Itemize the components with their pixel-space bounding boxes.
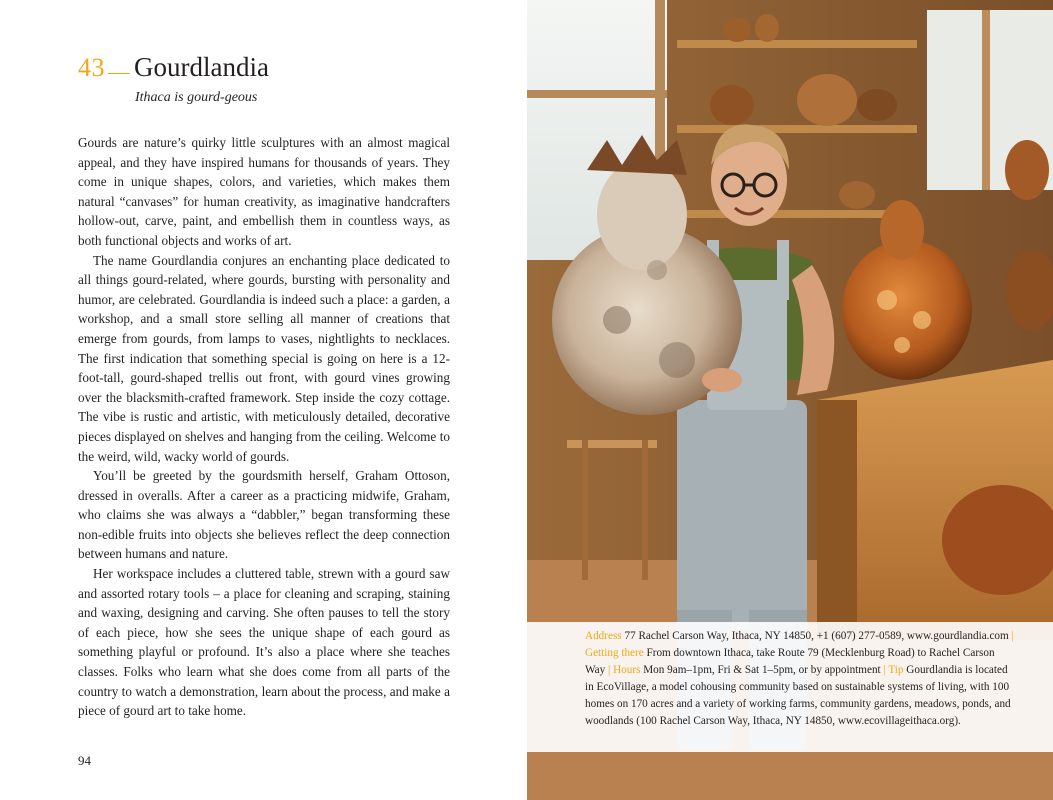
- chapter-title: Gourdlandia: [134, 52, 269, 82]
- address-value: 77 Rachel Carson Way, Ithaca, NY 14850, +1 (607) 277-0589, www.gourdlandia.com: [624, 630, 1009, 642]
- info-text: [585, 628, 1015, 731]
- address-label: Address: [585, 630, 622, 642]
- separator: |: [1011, 630, 1014, 642]
- tip-value: Gourdlandia is located in EcoVillage, a model cohousing community based on sustainable systems of living, with 100 homes on 170 acres and a variety of working farms, community gardens, meadows, ponds, and woodlands (100 Rachel Carson Way, Ithaca, NY 14850, www.ecovillageithaca.org).: [585, 664, 1011, 728]
- chapter-subtitle: Ithaca is gourd-geous: [135, 90, 258, 105]
- paragraph: Her workspace includes a cluttered table, strewn with a gourd saw and assorted rotary tools – a place for cleaning and scraping, staining and waxing, designing and carving. She often pauses to tell the story of each piece, how she sees the unique shape of each gourd as something playful or profound. It’s also a place where she teaches classes. Folks who learn what she does come from all parts of the country to watch a demonstration, learn about the process, and make a piece of gourd art to take home.: [78, 566, 450, 719]
- chapter-number: 43: [78, 53, 105, 82]
- hours-value: Mon 9am–1pm, Fri & Sat 1–5pm, or by appointment: [643, 664, 881, 677]
- page-number: 94: [78, 753, 91, 768]
- getting-there-label: Getting there: [585, 647, 644, 660]
- tip-label: Tip: [888, 664, 904, 677]
- getting-there-value: From downtown Ithaca, take Route 79 (Mecklenburg Road) to Rachel Carson Way: [585, 647, 995, 677]
- paragraph: Gourds are nature’s quirky little sculptures with an almost magical appeal, and they have inspired humans for thousands of years. They come in unique shapes, colors, and varieties, which makes them natural “canvases” for human creativity, as imaginative handcrafters hollow-out, carve, paint, and embellish them in countless ways, as both functional objects and works of art.: [78, 135, 450, 248]
- hours-label: Hours: [613, 664, 641, 677]
- paragraph: The name Gourdlandia conjures an enchanting place dedicated to all things gourd-related, where gourds, bursting with personality and humor, are celebrated. Gourdlandia is indeed such a place: a garden, a workshop, and a small store selling all manner of creations that emerge from gourds, from lamps to vases, nightlights to necklaces. The first indication that something special is going on here is a 12-foot-tall, gourd-shaped trellis out front, with gourd vines growing over the blacksmith-crafted framework. Step inside the cozy cottage. The vibe is rustic and artistic, with meticulously detailed, decorative pieces displayed on shelves and hanging from the ceiling. Welcome to the weird, wild, wacky world of gourds.: [78, 252, 450, 464]
- separator: |: [608, 664, 611, 677]
- separator: |: [883, 664, 886, 677]
- article-body: [78, 133, 450, 721]
- heading-rule: [108, 73, 130, 74]
- paragraph: You’ll be greeted by the gourdsmith herself, Graham Ottoson, dressed in overalls. After a career as a practicing midwife, Graham, who claims she was always a “dabbler,” began transforming these non-edible fruits into objects she believes reflect the deep connection between humans and nature.: [78, 468, 450, 562]
- chapter-heading: [78, 52, 269, 83]
